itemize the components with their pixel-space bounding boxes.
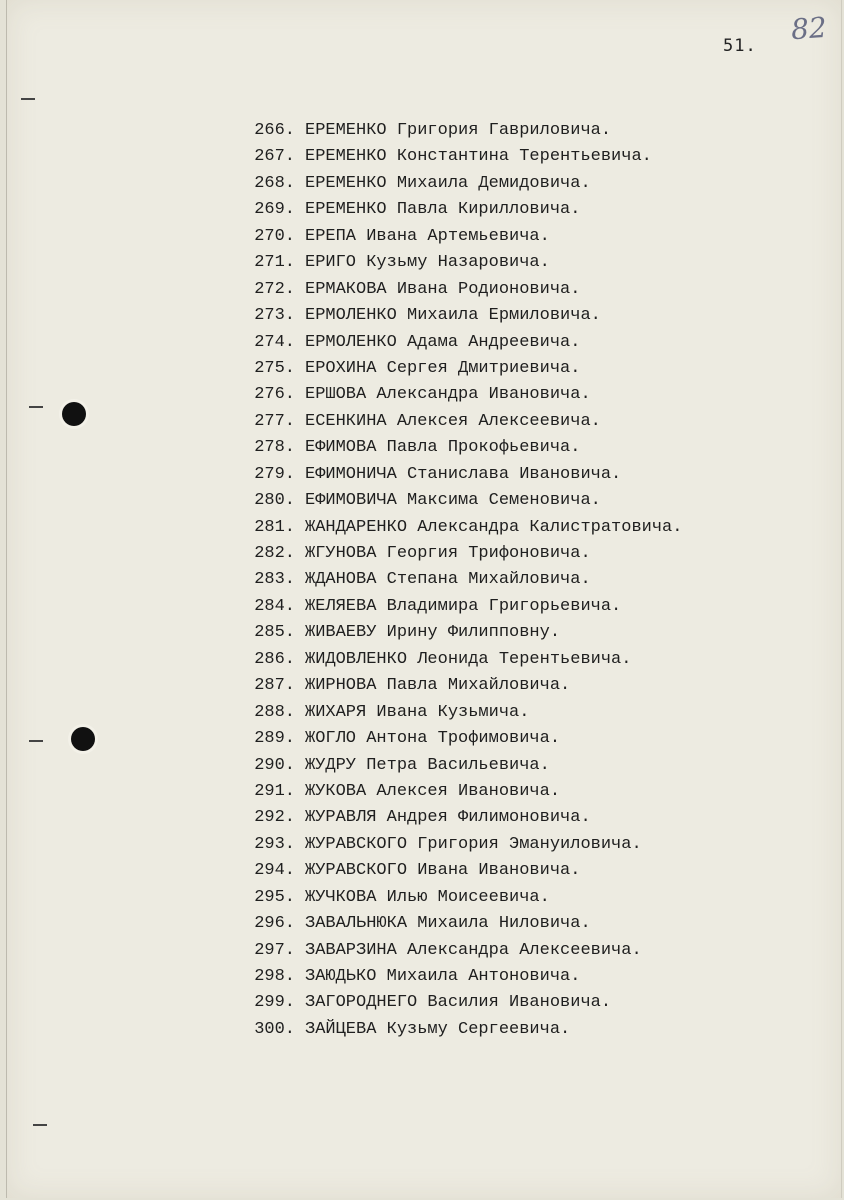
entry-name: ЕФИМОНИЧА Станислава Ивановича.: [305, 464, 622, 484]
entry-number: 288.: [254, 702, 295, 722]
entry-name: ЖУРАВСКОГО Григория Эмануиловича.: [305, 834, 642, 854]
list-item: [237, 964, 682, 990]
list-item: [237, 858, 682, 884]
entry-number: 290.: [254, 755, 295, 775]
list-item: [237, 1017, 682, 1043]
entry-number: 276.: [254, 385, 295, 405]
entry-name: ЖОГЛО Антона Трофимовича.: [305, 729, 561, 749]
entry-name: ЕРОХИНА Сергея Дмитриевича.: [305, 358, 581, 378]
entry-name: ЗАВАРЗИНА Александра Алексеевича.: [305, 940, 642, 960]
list-item: [237, 462, 682, 488]
entry-number: 287.: [254, 676, 295, 696]
list-item: [237, 171, 682, 197]
entry-name: ЗАЮДЬКО Михаила Антоновича.: [305, 967, 581, 986]
entry-name: ЕРМОЛЕНКО Михаила Ермиловича.: [305, 306, 601, 326]
list-item: [237, 435, 682, 461]
list-item: [237, 567, 682, 593]
list-item: [237, 700, 682, 726]
entry-number: 272.: [254, 279, 295, 299]
entry-name: ЕРЕМЕНКО Константина Терентьевича.: [305, 147, 652, 167]
entry-number: 271.: [254, 253, 295, 273]
entry-number: 298.: [254, 967, 295, 986]
entry-name: ЕРМОЛЕНКО Адама Андреевича.: [305, 332, 581, 352]
entry-name: ЗАГОРОДНЕГО Василия Ивановича.: [305, 993, 612, 1013]
entry-number: 267.: [254, 147, 295, 167]
entry-name: ЖДАНОВА Степана Михайловича.: [305, 570, 591, 590]
list-item: [237, 197, 682, 223]
entry-number: 293.: [254, 834, 295, 854]
entry-name: ЖИРНОВА Павла Михайловича.: [305, 676, 571, 696]
list-item: [237, 303, 682, 329]
entry-number: 299.: [254, 993, 295, 1013]
list-item: [237, 911, 682, 937]
entry-name: ЕФИМОВИЧА Максима Семеновича.: [305, 491, 601, 511]
list-item: [237, 118, 682, 144]
entry-name: ЕРМАКОВА Ивана Родионовича.: [305, 279, 581, 299]
entry-number: 296.: [254, 914, 295, 934]
list-item: [237, 409, 682, 435]
list-item: [237, 382, 682, 408]
list-item: [237, 938, 682, 964]
entry-number: 281.: [254, 517, 295, 537]
entry-name: ЗАВАЛЬНЮКА Михаила Ниловича.: [305, 914, 591, 934]
binding-mark: [21, 98, 35, 100]
list-item: [237, 885, 682, 911]
list-item: [237, 647, 682, 673]
entry-number: 279.: [254, 464, 295, 484]
list-item: [237, 832, 682, 858]
list-item: [237, 805, 682, 831]
entry-name: ЖУЧКОВА Илью Моисеевича.: [305, 887, 550, 907]
entry-number: 274.: [254, 332, 295, 352]
punch-hole: [71, 727, 95, 751]
list-item: [237, 779, 682, 805]
list-item: [237, 250, 682, 276]
entry-number: 278.: [254, 438, 295, 458]
entry-number: 300.: [254, 1019, 295, 1039]
entry-name: ЖУКОВА Алексея Ивановича.: [305, 781, 561, 801]
entry-number: 275.: [254, 358, 295, 378]
list-item: [237, 330, 682, 356]
entry-name: ЕРЕМЕНКО Григория Гавриловича.: [305, 121, 612, 140]
entry-name: ЕСЕНКИНА Алексея Алексеевича.: [305, 411, 601, 431]
list-item: [237, 594, 682, 620]
list-item: [237, 541, 682, 567]
entry-number: 285.: [254, 623, 295, 643]
entry-number: 289.: [254, 729, 295, 749]
entry-name: ЖЕЛЯЕВА Владимира Григорьевича.: [305, 596, 622, 616]
entry-name: ЕРШОВА Александра Ивановича.: [305, 385, 591, 405]
entry-number: 297.: [254, 940, 295, 960]
entry-name: ЖУРАВЛЯ Андрея Филимоновича.: [305, 808, 591, 828]
punch-hole: [62, 402, 86, 426]
entry-name: ЖУДРУ Петра Васильевича.: [305, 755, 550, 775]
list-item: [237, 224, 682, 250]
entry-name: ЖГУНОВА Георгия Трифоновича.: [305, 544, 591, 563]
entry-number: 283.: [254, 570, 295, 590]
entry-number: 291.: [254, 781, 295, 801]
entry-number: 269.: [254, 200, 295, 220]
list-item: [237, 753, 682, 779]
entry-name: ЕРЕМЕНКО Михаила Демидовича.: [305, 173, 591, 193]
entry-number: 292.: [254, 808, 295, 828]
entry-number: 270.: [254, 226, 295, 246]
list-item: [237, 515, 682, 541]
entry-number: 286.: [254, 649, 295, 669]
entry-name: ЖИВАЕВУ Ирину Филипповну.: [305, 623, 561, 643]
list-item: [237, 144, 682, 170]
name-list: [237, 118, 682, 1043]
list-item: [237, 277, 682, 303]
list-item: [237, 673, 682, 699]
entry-name: ЗАЙЦЕВА Кузьму Сергеевича.: [305, 1019, 571, 1039]
binding-mark: [29, 406, 43, 408]
entry-name: ЖИДОВЛЕНКО Леонида Терентьевича.: [305, 649, 632, 669]
list-item: [237, 990, 682, 1016]
archive-page-number: 82: [789, 10, 828, 47]
entry-number: 273.: [254, 306, 295, 326]
entry-name: ЕРЕПА Ивана Артемьевича.: [305, 226, 550, 246]
list-item: [237, 488, 682, 514]
entry-number: 284.: [254, 596, 295, 616]
entry-number: 277.: [254, 411, 295, 431]
entry-number: 266.: [254, 121, 295, 140]
list-item: [237, 726, 682, 752]
entry-name: ЖАНДАРЕНКО Александра Калистратовича.: [305, 517, 683, 537]
list-item: [237, 356, 682, 382]
entry-number: 294.: [254, 861, 295, 881]
entry-number: 282.: [254, 544, 295, 563]
binding-mark: [29, 740, 43, 742]
entry-number: 268.: [254, 173, 295, 193]
entry-name: ЖУРАВСКОГО Ивана Ивановича.: [305, 861, 581, 881]
entry-name: ЕРИГО Кузьму Назаровича.: [305, 253, 550, 273]
page-number: 51.: [723, 36, 757, 56]
entry-number: 295.: [254, 887, 295, 907]
binding-mark: [33, 1124, 47, 1126]
entry-number: 280.: [254, 491, 295, 511]
list-item: [237, 620, 682, 646]
entry-name: ЕРЕМЕНКО Павла Кирилловича.: [305, 200, 581, 220]
entry-name: ЕФИМОВА Павла Прокофьевича.: [305, 438, 581, 458]
entry-name: ЖИХАРЯ Ивана Кузьмича.: [305, 702, 530, 722]
document-page: [6, 0, 842, 1198]
